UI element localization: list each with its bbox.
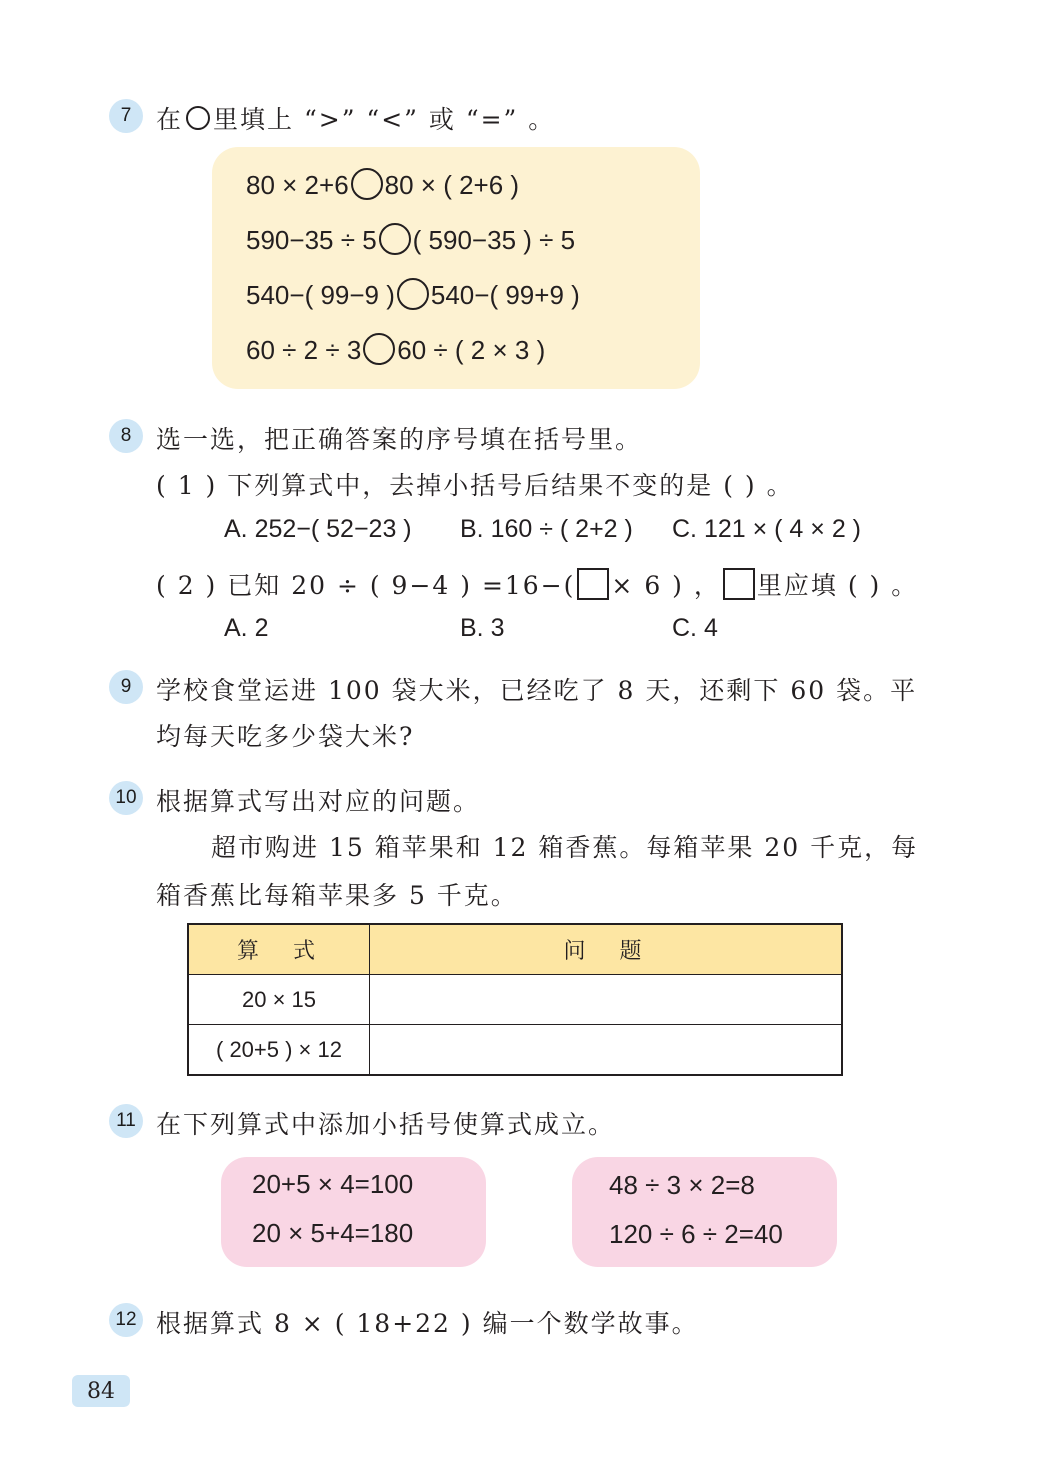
answer-circle[interactable] (379, 223, 411, 255)
prompt-text: 里填上 “>” “<” 或 “=” 。 (213, 105, 556, 134)
question-number-badge: 12 (109, 1303, 143, 1337)
expression-left: 80 × 2+6 (246, 170, 349, 200)
equation-line: 20+5 × 4=100 (252, 1169, 414, 1199)
expression-right: 80 × ( 2+6 ) (384, 170, 520, 200)
subquestion-2-text: ( 2 ) 已知 20 ÷ ( 9−4 ) =16−( (156, 571, 576, 600)
table-row (188, 1025, 842, 1076)
question-number-badge: 11 (109, 1104, 143, 1138)
equation-line: 120 ÷ 6 ÷ 2=40 (609, 1219, 783, 1249)
comparison-row (246, 333, 545, 366)
subquestion-2 (156, 566, 918, 602)
option-a: A. 2 (224, 614, 269, 642)
answer-square[interactable] (723, 568, 755, 600)
header-formula: 算 式 (188, 924, 370, 975)
option-b: B. 3 (460, 614, 505, 642)
question-prompt: 在下列算式中添加小括号使算式成立。 (156, 1110, 616, 1139)
prompt-text: 在 (156, 105, 184, 134)
question-prompt: 根据算式写出对应的问题。 (156, 787, 481, 816)
expression-left: 590−35 ÷ 5 (246, 225, 377, 255)
answer-square[interactable] (577, 568, 609, 600)
question-number-badge: 7 (109, 99, 143, 133)
expression-left: 540−( 99−9 ) (246, 280, 395, 310)
comparison-row (246, 168, 519, 201)
question-prompt: 根据算式 8 × ( 18+22 ) 编一个数学故事。 (156, 1309, 699, 1338)
question-number-badge: 9 (109, 670, 143, 704)
equation-line: 20 × 5+4=180 (252, 1218, 414, 1248)
question-text-line: 箱香蕉比每箱苹果多 5 千克。 (156, 881, 518, 910)
option-b: B. 160 ÷ ( 2+2 ) (460, 515, 633, 543)
page-number: 84 (72, 1375, 130, 1407)
formula-cell: 20 × 15 (188, 975, 370, 1025)
comparison-row (246, 223, 575, 256)
circle-icon (186, 106, 210, 130)
question-text-line: 超市购进 15 箱苹果和 12 箱香蕉。每箱苹果 20 千克，每 (211, 833, 919, 862)
question-number-badge: 8 (109, 419, 143, 453)
subquestion-2-text: × 6 ) ， (611, 571, 721, 600)
question-text-line: 学校食堂运进 100 袋大米，已经吃了 8 天，还剩下 60 袋。平 (156, 676, 918, 705)
expression-right: 60 ÷ ( 2 × 3 ) (397, 335, 546, 365)
question-prompt: 选一选，把正确答案的序号填在括号里。 (156, 425, 643, 454)
option-a: A. 252−( 52−23 ) (224, 515, 412, 543)
option-c: C. 121 × ( 4 × 2 ) (672, 515, 861, 543)
formula-cell: ( 20+5 ) × 12 (188, 1025, 370, 1076)
table-header-row (188, 924, 842, 975)
table-row (188, 975, 842, 1025)
expression-left: 60 ÷ 2 ÷ 3 (246, 335, 362, 365)
question-text-line: 均每天吃多少袋大米? (156, 722, 415, 751)
question-answer-cell[interactable] (370, 1025, 843, 1076)
question-answer-cell[interactable] (370, 975, 843, 1025)
expression-right: ( 590−35 ) ÷ 5 (412, 225, 576, 255)
equation-line: 48 ÷ 3 × 2=8 (609, 1170, 755, 1200)
question-number-badge: 10 (109, 781, 143, 815)
subquestion-1: ( 1 ) 下列算式中，去掉小括号后结果不变的是 ( ) 。 (156, 471, 794, 500)
header-question: 问 题 (370, 924, 843, 975)
comparison-row (246, 278, 580, 311)
expression-right: 540−( 99+9 ) (430, 280, 580, 310)
answer-circle[interactable] (363, 333, 395, 365)
formula-question-table (187, 923, 843, 1076)
question-prompt (156, 100, 555, 136)
subquestion-2-text: 里应填 ( ) 。 (756, 571, 919, 600)
answer-circle[interactable] (351, 168, 383, 200)
answer-circle[interactable] (397, 278, 429, 310)
option-c: C. 4 (672, 614, 718, 642)
